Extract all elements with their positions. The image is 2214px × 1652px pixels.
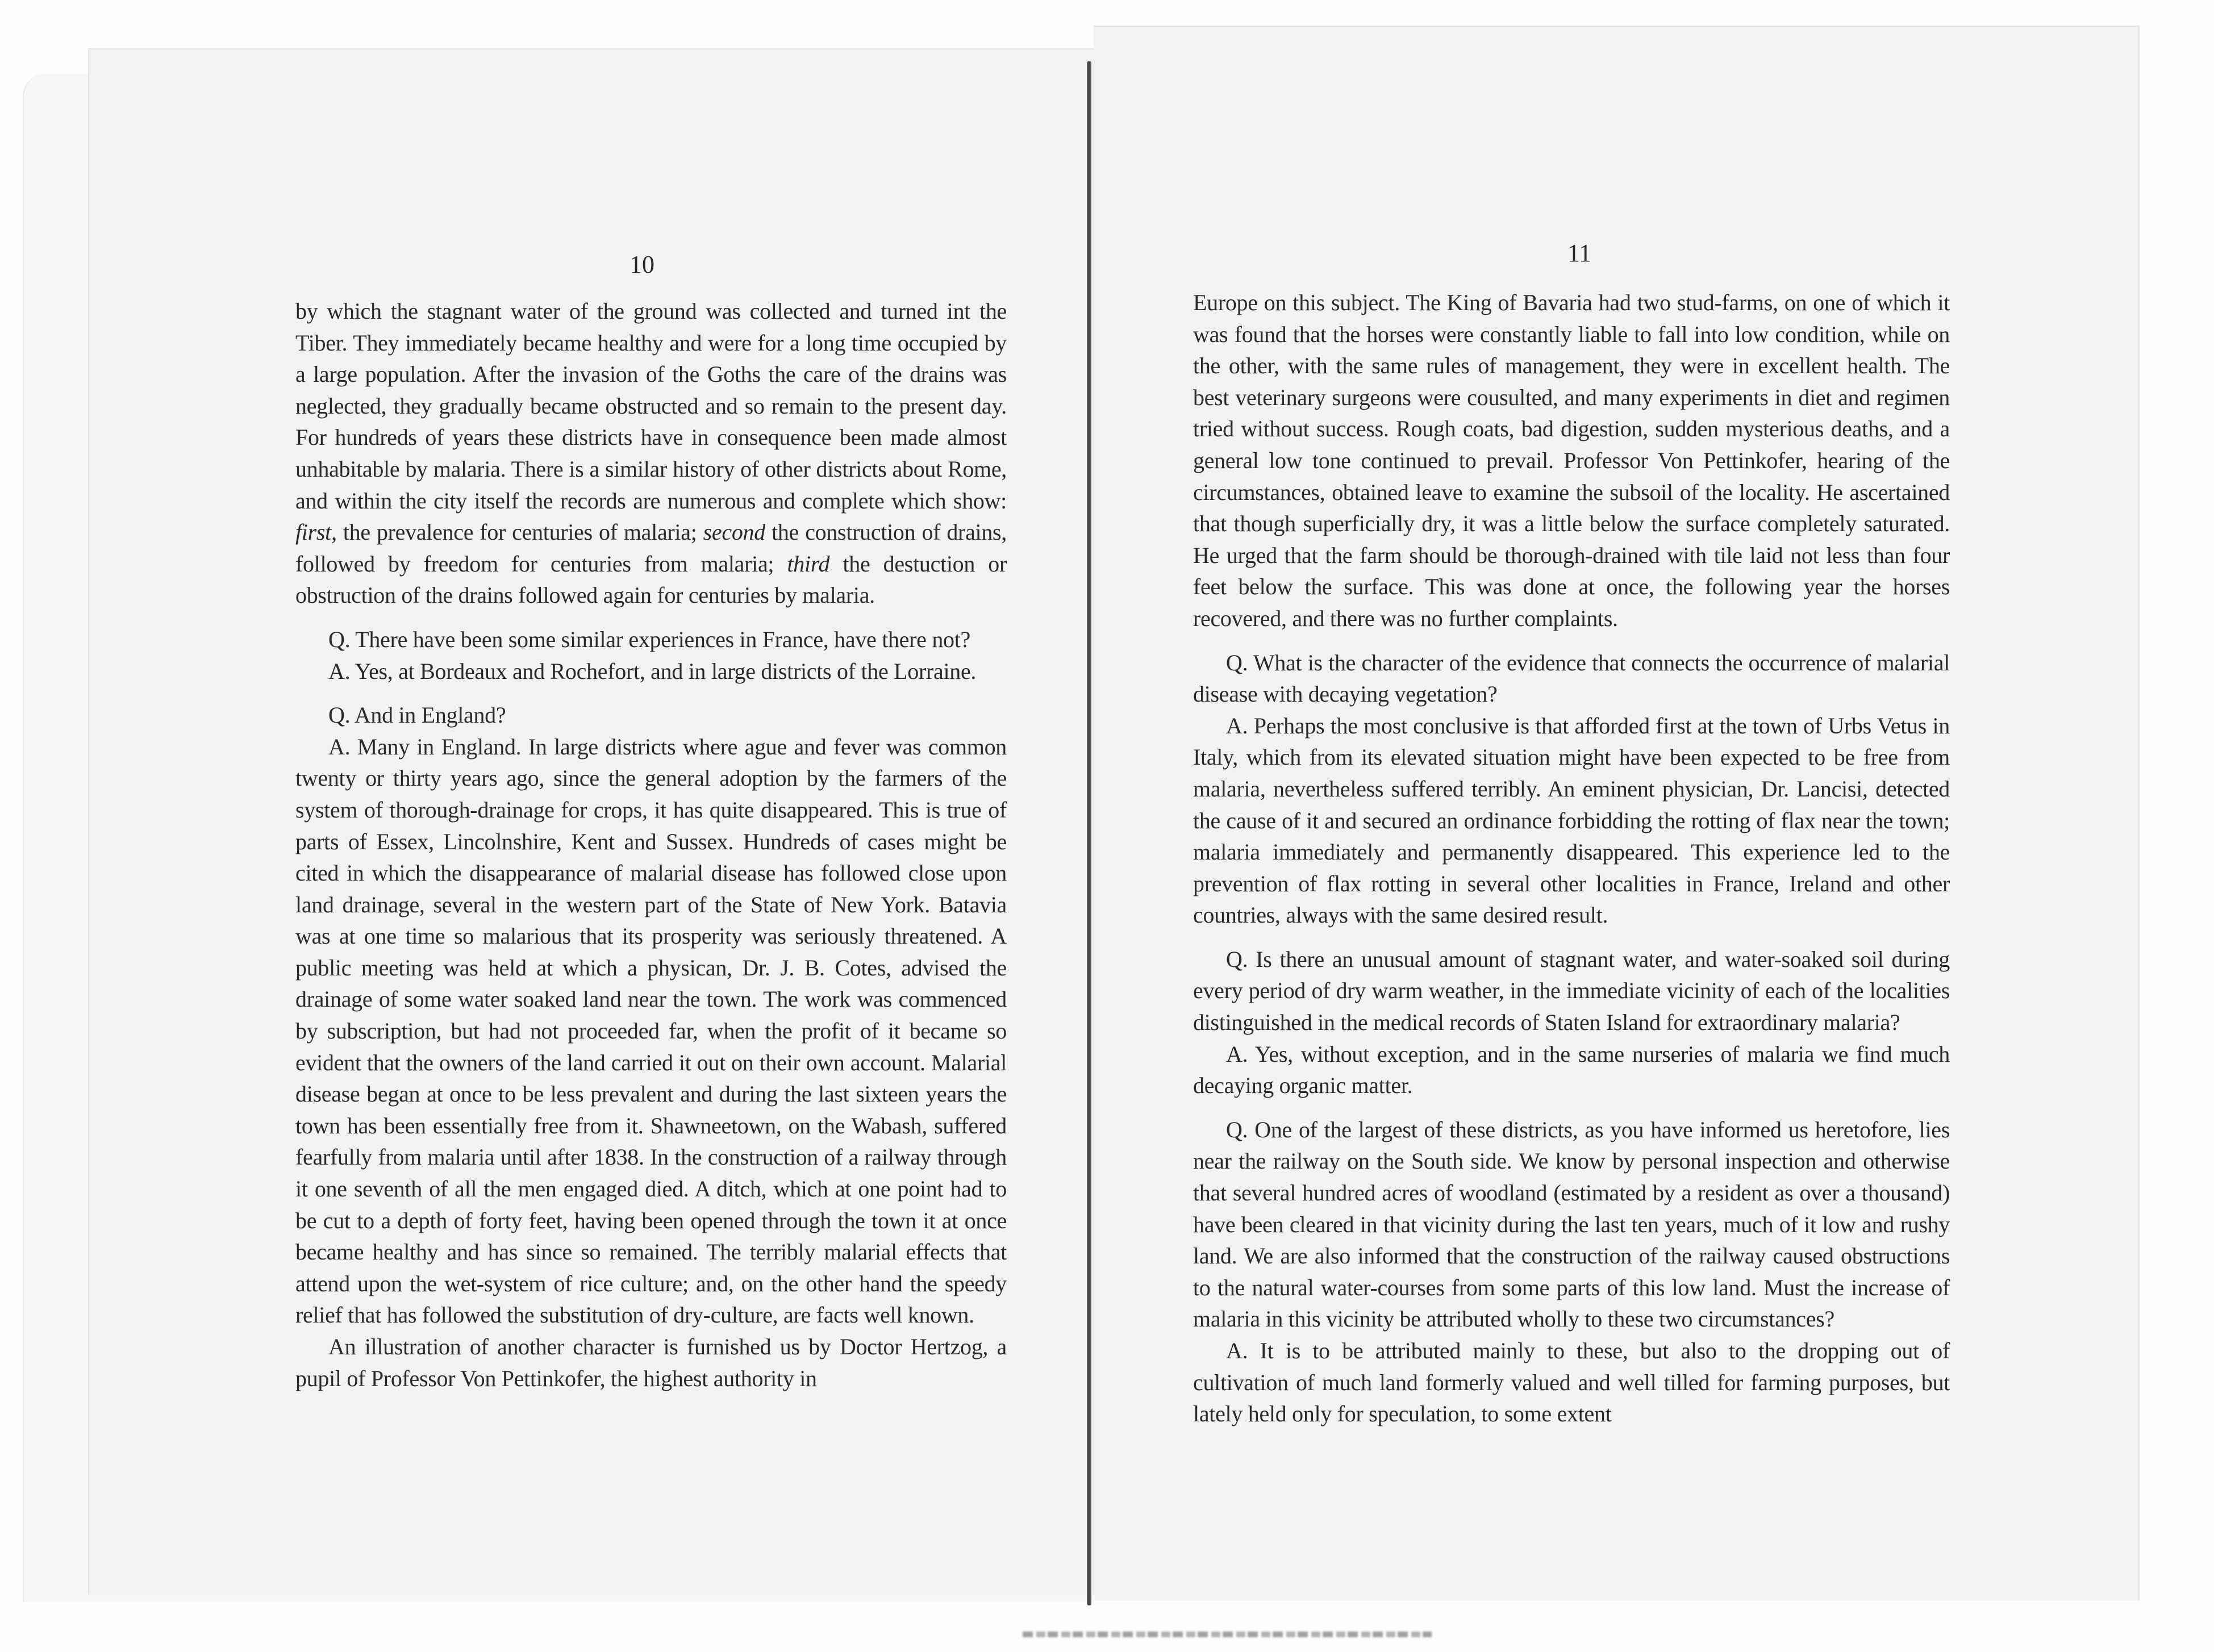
question-paragraph: Q. One of the largest of these districts, as you have informed us heretofore, lies near the railway on the South side. We know by personal inspection and otherwise that several hundred acres of woodland (estimated by a resident as over a thousand) have been cleared in that vicinity during the last ten years, much of it low and rushy land. We are also informed that the construction of the railway caused obstructions to the natural water-courses from some parts of this low land. Must the increase of malaria in this vicinity be attributed wholly to these two circumstances? — [1193, 1116, 1950, 1332]
text-run: by which the stagnant water of the ground was collected and turned int the Tiber. They immediately became healthy and were for a long time occupied by a large population. After the invasion of the Goths the care of the drains was neglected, they gradually became obstructed and so remain to the present day. For hundreds of years these districts have in consequence been made almost unhabitable by malaria. There is a similar history of other districts about Rome, and within the city itself the records are numerous and complete which show: — [295, 298, 1007, 514]
question-paragraph: Q. What is the character of the evidence that connects the occurrence of malarial disease with decaying vegetation? — [1193, 649, 1950, 707]
question-paragraph: Q. Is there an unusual amount of stagnant water, and water-soaked soil during every period of dry warm weather, in the immediate vicinity of each of the localities distinguished in the medical records of Staten Island for extraordinary malaria? — [1193, 946, 1950, 1036]
page-number-right: 11 — [1567, 239, 1592, 267]
text-run: the destuction or obstruction of the drains followed again for centuries by malaria. — [295, 550, 1007, 608]
answer-paragraph: A. Yes, without exception, and in the same nurseries of malaria we find much decaying organic matter. — [1193, 1041, 1950, 1099]
book-gutter — [1087, 61, 1091, 1605]
italic-run: first, — [295, 519, 337, 545]
text-run: the construction of drains, followed by freedom for centuries from malaria; — [295, 519, 1007, 577]
paragraph-continuation: Europe on this subject. The King of Bavaria had two stud-farms, on one of which it was found that the horses were constantly liable to fall into low condition, while on the other, with the same rules of management, they were in excellent health. The best veterinary surgeons were cousulted, and many experiments in diet and regimen tried without success. Rough coats, bad digestion, sudden mysterious deaths, and a general low tone continued to prevail. Professor Von Pettinkofer, hearing of the circumstances, obtained leave to examine the subsoil of the locality. He ascertained that though superficially dry, it was a little below the surface completely saturated. He urged that the farm should be thorough-drained with tile laid not less than four feet below the surface. This was done at once, the following year the horses recovered, and there was no further complaints. — [1193, 290, 1950, 631]
italic-run: second — [703, 519, 765, 545]
answer-paragraph: A. It is to be attributed mainly to these, but also to the dropping out of cultivation of much land formerly valued and well tilled for farming purposes, but lately held only for speculation, to some extent — [1193, 1338, 1950, 1427]
text-run: the prevalence for centuries of malaria; — [336, 519, 703, 545]
question-paragraph: Q. And in England? — [328, 702, 506, 728]
page-number-left: 10 — [629, 251, 654, 278]
bottom-edge-shadow — [1023, 1632, 1432, 1637]
question-paragraph: Q. There have been some similar experiences in France, have there not? — [328, 626, 970, 652]
body-paragraph: An illustration of another character is furnished us by Doctor Hertzog, a pupil of Professor Von Pettinkofer, the highest authority in — [295, 1334, 1007, 1391]
italic-run: third — [787, 550, 830, 577]
right-page-text — [1193, 287, 1950, 1430]
paragraph-continuation — [295, 295, 1007, 611]
answer-paragraph: A. Perhaps the most conclusive is that afforded first at the town of Urbs Vetus in Italy, which from its elevated situation might have been expected to be free from malaria, nevertheless suffered terribly. An eminent physician, Dr. Lancisi, detected the cause of it and secured an ordinance forbidding the rotting of flax near the town; malaria immediately and permanently disappeared. This experience led to the prevention of flax rotting in several other localities in France, Ireland and other countries, always with the same desired result. — [1193, 712, 1950, 928]
answer-paragraph: A. Many in England. In large districts where ague and fever was common twenty or thirty years ago, since the general adoption by the farmers of the system of thorough-drainage for crops, it has quite disappeared. This is true of parts of Essex, Lincolnshire, Kent and Sussex. Hundreds of cases might be cited in which the disappearance of malarial disease has followed close upon land drainage, several in the western part of the State of New York. Batavia was at one time so malarious that its prosperity was seriously threatened. A public meeting was held at which a physican, Dr. J. B. Cotes, advised the drainage of some water soaked land near the town. The work was commenced by subscription, but had not proceeded far, when the profit of it became so evident that the owners of the land carried it out on their own account. Malarial disease began at once to be less prevalent and during the last sixteen years the town has been essentially free from it. Shawneetown, on the Wabash, suffered fearfully from malaria until after 1838. In the construction of a railway through it one seventh of all the men engaged died. A ditch, which at one point had to be cut to a depth of forty feet, having been opened through the town it at once became healthy and has since so remained. The terribly malarial effects that attend upon the wet-system of rice culture; and, on the other hand the speedy relief that has followed the substitution of dry-culture, are facts well known. — [295, 733, 1007, 1328]
answer-paragraph: A. Yes, at Bordeaux and Rochefort, and in large districts of the Lorraine. — [328, 658, 977, 684]
left-page-text — [295, 295, 1007, 1394]
